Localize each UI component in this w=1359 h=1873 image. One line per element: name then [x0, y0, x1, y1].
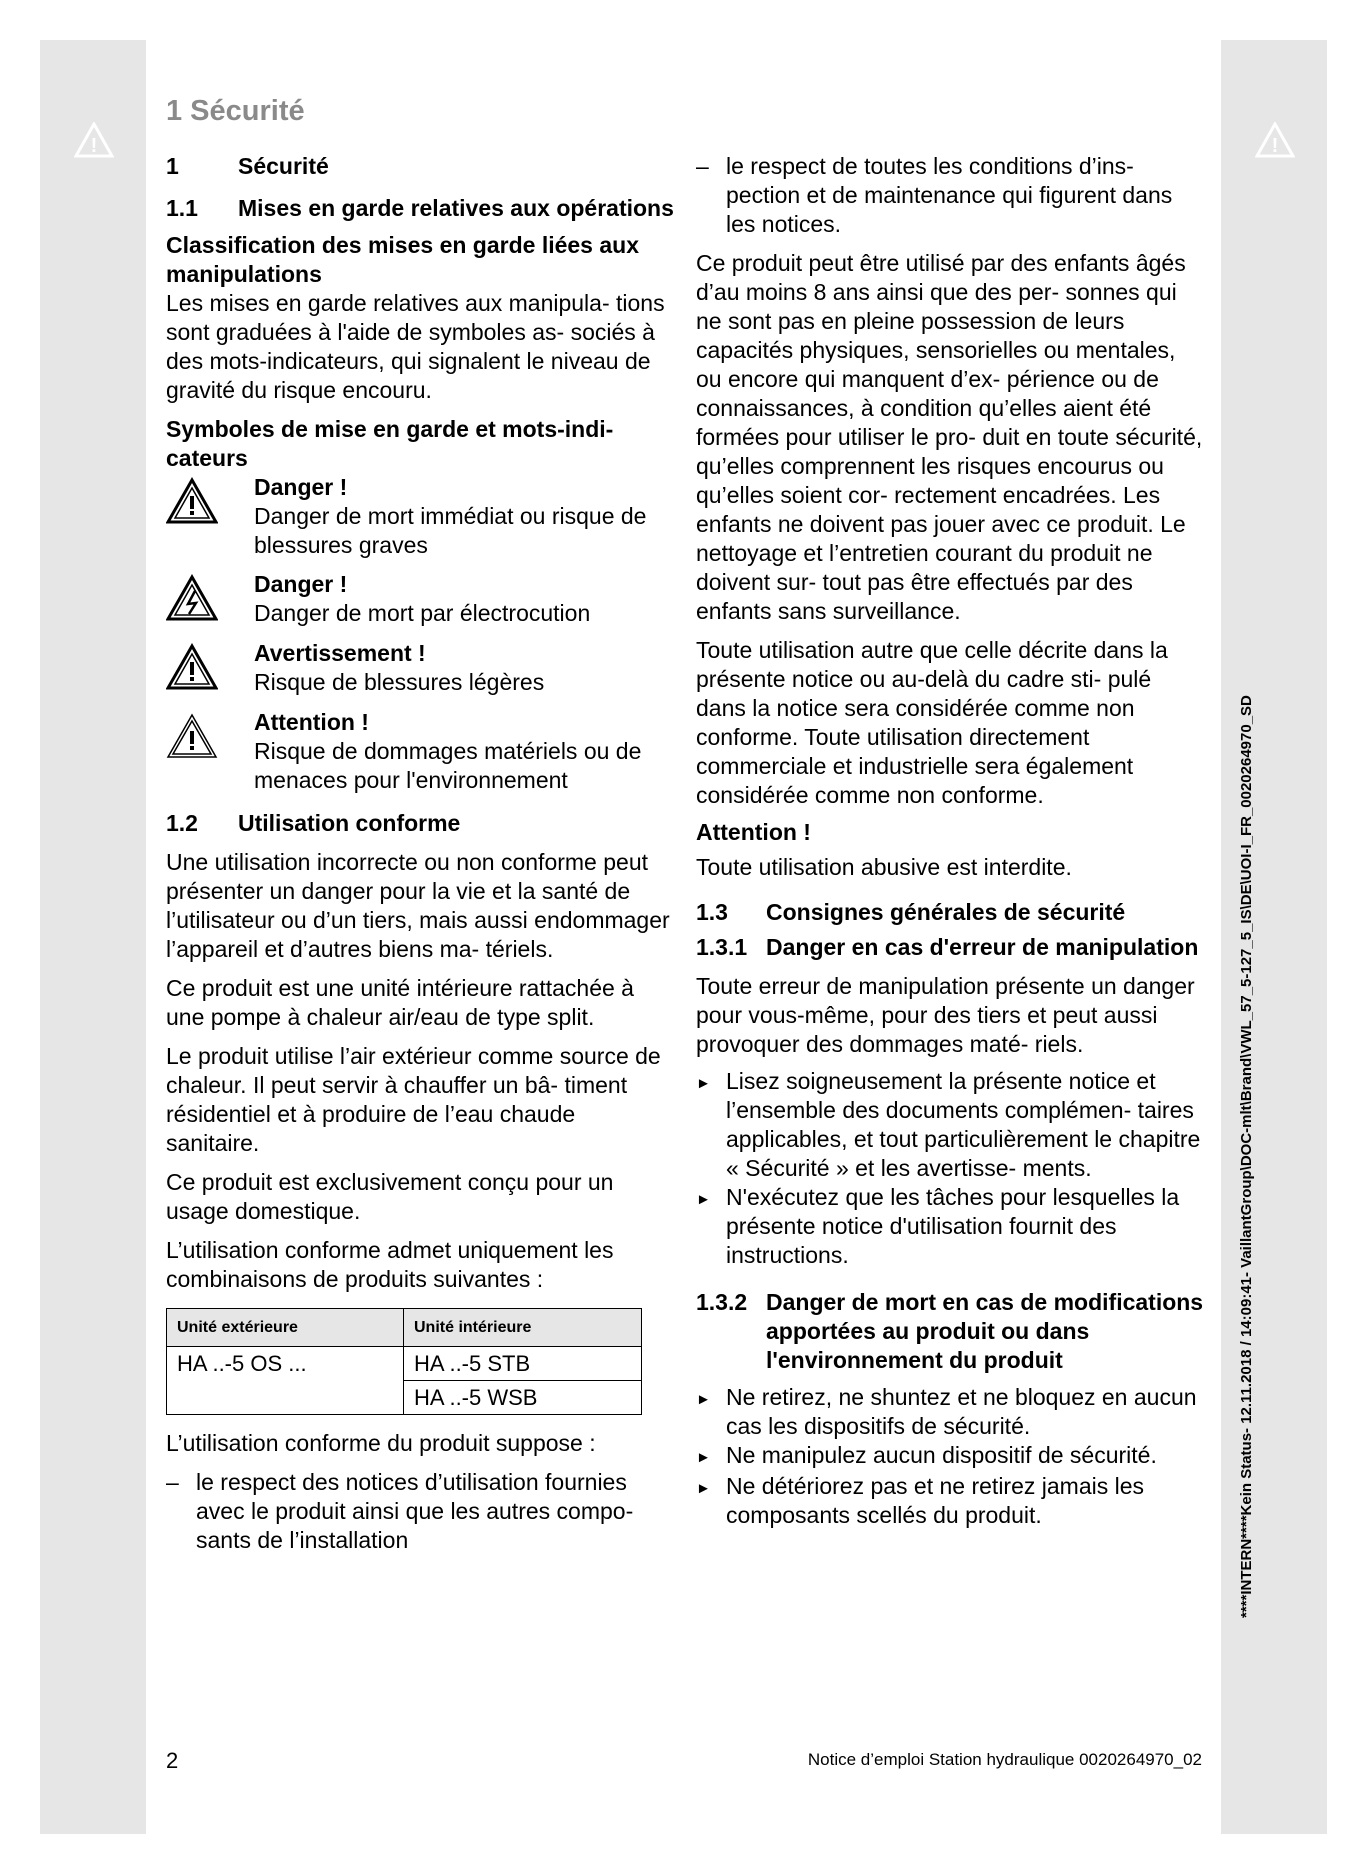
paragraph: Une utilisation incorrecte ou non conforme peut présenter un danger pour la vie et la santé de l’utilisateur ou d’un tiers, mais aussi endommager l’appareil et d’autres biens ma- tériels.: [166, 849, 670, 962]
paragraph: Ce produit est une unité intérieure rattachée à une pompe à chaleur air/eau de type split.: [166, 975, 634, 1030]
table-header: Unité extérieure: [167, 1309, 404, 1347]
paragraph: Toute utilisation autre que celle décrite dans la présente notice ou au-delà du cadre sti- pulé dans la notice sera considérée comme non conforme. Toute utilisation directement commerciale et industrielle sera également considérée comme non conforme.: [696, 637, 1168, 808]
warning-title: Danger !: [254, 474, 348, 500]
warning-item: [166, 473, 674, 560]
table-cell: HA ..-5 WSB: [404, 1381, 642, 1415]
paragraph: Le produit utilise l’air extérieur comme source de chaleur. Il peut servir à chauffer un bâ- timent résidentiel et à produire de l’eau chaude sanitaire.: [166, 1043, 661, 1156]
page-number: 2: [166, 1748, 179, 1773]
table-cell: HA ..-5 STB: [404, 1347, 642, 1381]
warning-exclamation-icon: [166, 477, 218, 525]
heading-number: 1: [166, 153, 179, 179]
heading-title: Danger de mort en cas de modifications apportées au produit ou dans l'environnement du produit: [766, 1289, 1204, 1373]
attention-title: Attention !: [696, 819, 811, 845]
footer-doc-title: Notice d’emploi Station hydraulique 0020264970_02: [807, 1750, 1202, 1769]
dash-list-item: [166, 1468, 674, 1555]
table-header-row: [167, 1309, 642, 1347]
product-combination-table: [166, 1308, 642, 1415]
table-row: [167, 1347, 642, 1381]
svg-text:!: !: [1271, 135, 1279, 157]
bullet-list-item: [696, 1067, 1204, 1183]
bullet-text: Ne détériorez pas et ne retirez jamais les composants scellés du produit.: [726, 1473, 1145, 1528]
symbols-title: Symboles de mise en garde et mots-indi- cateurs: [166, 416, 614, 471]
dash-text: le respect des notices d’utilisation fournies avec le produit ainsi que les autres compo- sants de l’installation: [196, 1469, 634, 1553]
bullet-arrow-icon: ►: [696, 1191, 711, 1208]
right-column: [696, 152, 1204, 1530]
right-margin-bar: [1221, 40, 1327, 1834]
paragraph: Toute erreur de manipulation présente un danger pour vous-même, pour des tiers et peut aussi provoquer des dommages maté- riels.: [696, 973, 1195, 1057]
classification-text: Les mises en garde relatives aux manipula- tions sont graduées à l'aide de symboles as- sociés à des mots-indicateurs, qui signalent le niveau de gravité du risque encouru.: [166, 290, 665, 403]
electric-hazard-icon: [166, 574, 218, 622]
table-cell: HA ..-5 OS ...: [167, 1347, 404, 1415]
warning-title: Attention !: [254, 709, 369, 735]
dash-mark: –: [166, 1469, 179, 1495]
page-title: 1 Sécurité: [166, 95, 305, 127]
heading-number: 1.3: [696, 899, 728, 925]
bullet-list-item: [696, 1383, 1204, 1441]
bullet-arrow-icon: ►: [696, 1075, 711, 1092]
heading-number: 1.2: [166, 810, 198, 836]
bullet-text: Lisez soigneusement la présente notice et l’ensemble des documents complémen- taires applicables, et tout particulièrement le chapitre « Sécurité » et les avertisse- ments.: [726, 1068, 1201, 1181]
table-header: Unité intérieure: [404, 1309, 642, 1347]
heading-1-3-1: [696, 933, 1204, 962]
caution-outline-icon: [166, 712, 218, 760]
dash-list-item: [696, 152, 1204, 239]
warning-item: [166, 708, 674, 795]
warning-item: [166, 639, 674, 698]
bullet-text: Ne manipulez aucun dispositif de sécurité.: [726, 1442, 1157, 1468]
left-column: [166, 152, 674, 1555]
bullet-arrow-icon: ►: [696, 1391, 711, 1408]
paragraph: Ce produit peut être utilisé par des enfants âgés d’au moins 8 ans ainsi que des per- sonnes qui ne sont pas en pleine possession de leurs capacités physiques, sensorielles ou mentales, ou encore qui manquent d’ex- périence ou de connaissances, à condition qu’elles aient été formées pour utiliser le pro- duit en toute sécurité, qu’elles comprennent les risques encourus ou qu’elles soient cor- rectement encadrées. Les enfants ne doivent pas jouer avec ce produit. Le nettoyage et l’entretien courant du produit ne doivent sur- tout pas être effectués par des enfants sans surveillance.: [696, 250, 1203, 624]
heading-title: Consignes générales de sécurité: [766, 899, 1126, 925]
warning-title: Avertissement !: [254, 640, 426, 666]
side-stamp: ****INTERN****Kein Status- 12.11.2018 / 14:09:41- VaillantGroup\DOC-mlt\Brand\VWL_57_5-127_5_IS\DE\UOI-I_FR_0020264970_SD: [1238, 695, 1255, 1618]
heading-1-1: [166, 194, 674, 223]
heading-title: Sécurité: [238, 153, 329, 179]
heading-1-3-2: [696, 1288, 1204, 1375]
warning-watermark-icon: [1255, 122, 1295, 158]
warning-text: Danger de mort par électrocution: [254, 600, 591, 626]
dash-text: le respect de toutes les conditions d’ins- pection et de maintenance qui figurent dans les notices.: [726, 153, 1173, 237]
warning-text: Risque de dommages matériels ou de menaces pour l'environnement: [254, 738, 642, 793]
warning-text: Danger de mort immédiat ou risque de blessures graves: [254, 503, 647, 558]
heading-number: 1.3.1: [696, 934, 748, 960]
heading-number: 1.1: [166, 195, 198, 221]
warning-exclamation-icon: [166, 643, 218, 691]
heading-title: Utilisation conforme: [238, 810, 461, 836]
paragraph: Ce produit est exclusivement conçu pour un usage domestique.: [166, 1169, 614, 1224]
heading-title: Danger en cas d'erreur de manipulation: [766, 934, 1199, 960]
paragraph: L’utilisation conforme du produit suppose :: [166, 1430, 596, 1456]
bullet-arrow-icon: ►: [696, 1480, 711, 1497]
warning-item: [166, 570, 674, 629]
bullet-text: N'exécutez que les tâches pour lesquelles la présente notice d'utilisation fournit des instructions.: [726, 1184, 1180, 1268]
bullet-list-item: [696, 1441, 1204, 1472]
bullet-text: Ne retirez, ne shuntez et ne bloquez en aucun cas les dispositifs de sécurité.: [726, 1384, 1197, 1439]
dash-mark: –: [696, 153, 709, 179]
paragraph: L’utilisation conforme admet uniquement les combinaisons de produits suivantes :: [166, 1237, 614, 1292]
classification-title: Classification des mises en garde liées aux manipulations: [166, 232, 639, 287]
attention-text: Toute utilisation abusive est interdite.: [696, 854, 1072, 880]
heading-number: 1.3.2: [696, 1289, 748, 1315]
heading-1-2: [166, 809, 674, 838]
svg-text:!: !: [90, 135, 98, 157]
bullet-list-item: [696, 1472, 1204, 1530]
heading-1-3: [696, 898, 1204, 927]
bullet-list-item: [696, 1183, 1204, 1270]
heading-1: [166, 152, 674, 181]
heading-title: Mises en garde relatives aux opérations: [238, 195, 674, 221]
warning-watermark-icon: [74, 122, 114, 158]
warning-text: Risque de blessures légères: [254, 669, 545, 695]
left-margin-bar: [40, 40, 146, 1834]
bullet-arrow-icon: ►: [696, 1449, 711, 1466]
warning-title: Danger !: [254, 571, 348, 597]
